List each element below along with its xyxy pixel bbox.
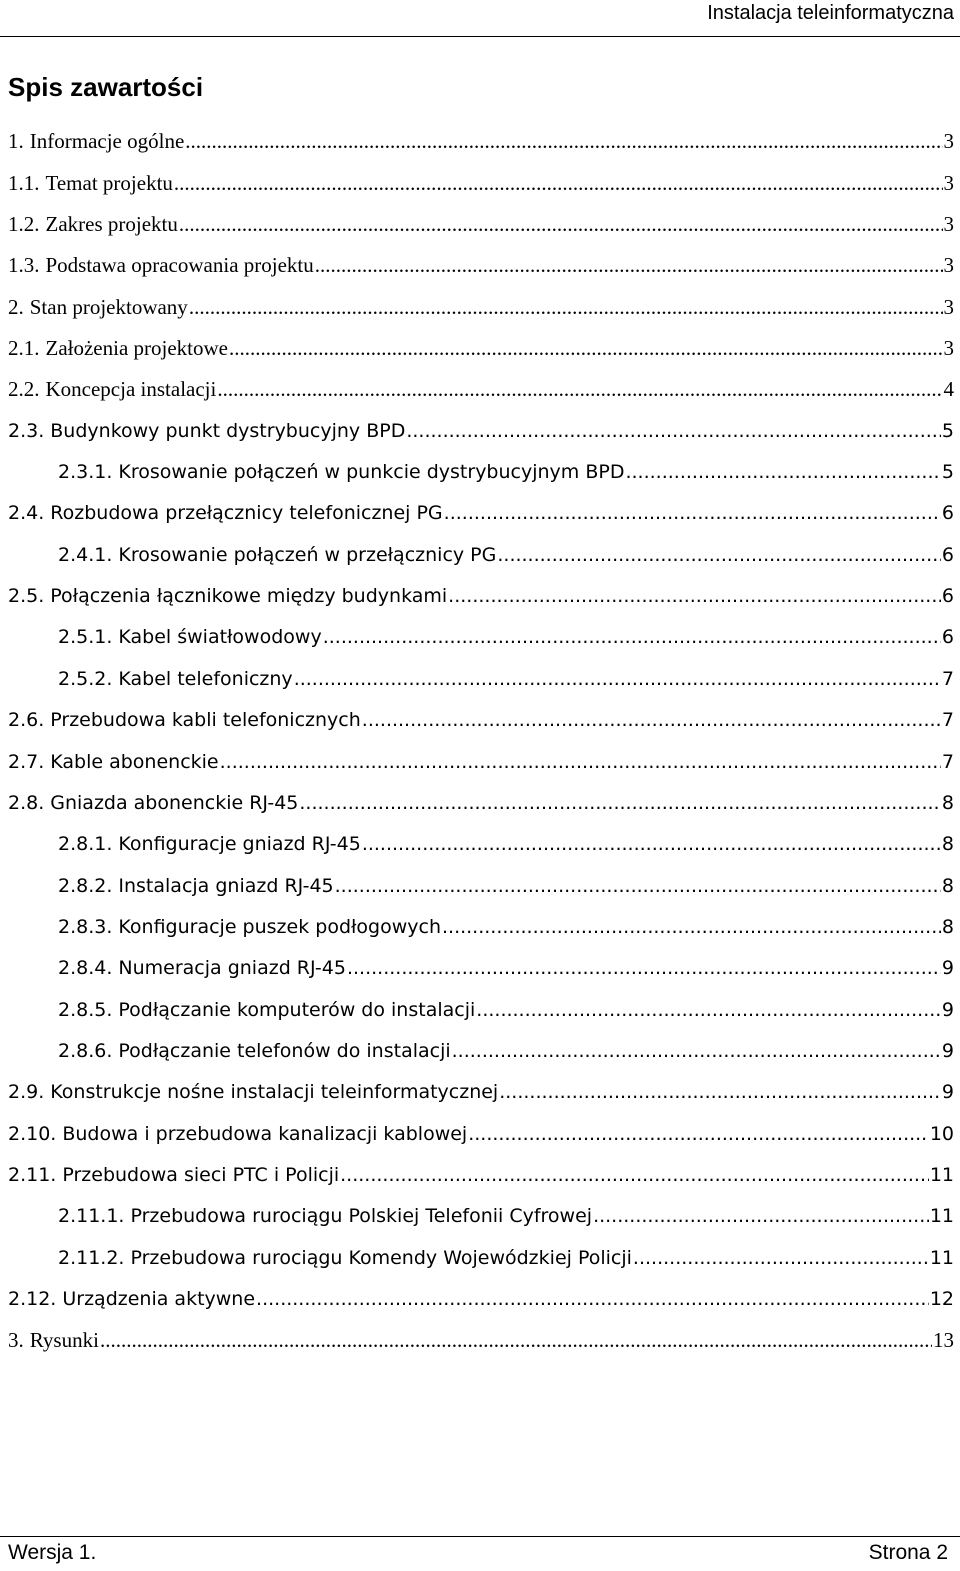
toc-entry-title: Konfiguracje gniazd RJ-45 — [118, 833, 361, 856]
toc-entry-title: Informacje ogólne — [29, 129, 185, 154]
toc-entry-page: 7 — [941, 667, 954, 690]
toc-entry-number: 2.1. — [8, 336, 40, 361]
toc-entry-title: Podłączanie telefonów do instalacji — [118, 1039, 451, 1062]
toc-entry[interactable] — [8, 236, 954, 277]
toc-entry-title: Koncepcja instalacji — [45, 377, 217, 402]
toc-entry[interactable] — [8, 360, 954, 401]
toc-entry[interactable] — [8, 401, 954, 442]
toc-entry-page: 8 — [941, 874, 954, 897]
toc-entry-title: Założenia projektowe — [45, 336, 228, 361]
toc-entry-number: 2.8.3. — [58, 915, 113, 938]
toc-entry[interactable] — [8, 1228, 954, 1269]
toc-dot-leader — [442, 915, 941, 939]
toc-entry-number: 2.3.1. — [58, 461, 113, 484]
toc-dot-leader — [174, 171, 943, 195]
toc-entry-page: 12 — [929, 1287, 954, 1310]
toc-entry[interactable] — [8, 1187, 954, 1228]
toc-entry-number: 2.8.6. — [58, 1039, 113, 1062]
toc-entry-title: Przebudowa kabli telefonicznych — [50, 709, 361, 732]
toc-entry-page: 4 — [943, 377, 954, 402]
toc-entry-number: 1.2. — [8, 212, 40, 237]
toc-entry-number: 2.2. — [8, 377, 40, 402]
toc-entry[interactable] — [8, 774, 954, 815]
toc-entry-page: 8 — [941, 833, 954, 856]
toc-entry-page: 7 — [941, 750, 954, 773]
toc-entry-title: Urządzenia aktywne — [62, 1287, 256, 1310]
toc-entry-number: 2.8.5. — [58, 998, 113, 1021]
toc-entry-title: Rozbudowa przełącznicy telefonicznej PG — [50, 502, 443, 525]
toc-entry-page: 3 — [943, 170, 954, 195]
toc-entry[interactable] — [8, 608, 954, 649]
toc-entry-title: Kabel telefoniczny — [118, 667, 293, 690]
toc-dot-leader — [256, 1287, 929, 1311]
toc-entry-page: 6 — [941, 626, 954, 649]
toc-entry[interactable] — [8, 112, 954, 153]
toc-entry-page: 9 — [941, 1081, 954, 1104]
footer-page-number: Strona 2 — [868, 1541, 948, 1564]
toc-dot-leader — [217, 377, 942, 401]
toc-entry[interactable] — [8, 525, 954, 566]
toc-entry-number: 2.4. — [8, 502, 45, 525]
toc-dot-leader — [448, 584, 941, 608]
toc-entry-page: 11 — [929, 1163, 954, 1186]
toc-entry[interactable] — [8, 195, 954, 236]
toc-dot-leader — [593, 1204, 929, 1228]
toc-entry-page: 6 — [941, 543, 954, 566]
toc-dot-leader — [625, 460, 940, 484]
toc-entry-number: 2.12. — [8, 1287, 57, 1310]
toc-entry-number: 2.10. — [8, 1122, 57, 1145]
toc-entry[interactable] — [8, 319, 954, 360]
toc-entry-number: 2.5. — [8, 585, 45, 608]
toc-dot-leader — [406, 419, 941, 443]
toc-entry-page: 3 — [943, 129, 954, 154]
toc-entry-page: 8 — [941, 915, 954, 938]
toc-dot-leader — [444, 501, 941, 525]
toc-entry-title: Kable abonenckie — [50, 750, 219, 773]
toc-entry-page: 8 — [941, 791, 954, 814]
toc-entry-page: 5 — [941, 419, 954, 442]
toc-entry-number: 2.11.1. — [58, 1205, 125, 1228]
toc-entry-page: 9 — [941, 1039, 954, 1062]
toc-entry-page: 9 — [941, 998, 954, 1021]
toc-entry-number: 1. — [8, 129, 24, 154]
toc-entry-page: 6 — [941, 502, 954, 525]
toc-entry[interactable] — [8, 443, 954, 484]
toc-entry[interactable] — [8, 1311, 954, 1352]
page-header-title: Instalacja teleinformatyczna — [707, 2, 954, 24]
toc-entry-number: 2.4.1. — [58, 543, 113, 566]
toc-entry-number: 2.3. — [8, 419, 45, 442]
toc-entry[interactable] — [8, 277, 954, 318]
toc-entry-number: 2.11.2. — [58, 1246, 125, 1269]
footer-version: Wersja 1. — [8, 1541, 97, 1564]
toc-dot-leader — [340, 1163, 929, 1187]
toc-entry-number: 2.6. — [8, 709, 45, 732]
toc-entry[interactable] — [8, 649, 954, 690]
toc-entry-title: Budynkowy punkt dystrybucyjny BPD — [50, 419, 406, 442]
toc-dot-leader — [497, 543, 941, 567]
toc-entry-title: Konfiguracje puszek podłogowych — [118, 915, 441, 938]
toc-entry-page: 9 — [941, 957, 954, 980]
toc-entry-page: 11 — [929, 1205, 954, 1228]
toc-entry-page: 3 — [943, 336, 954, 361]
toc-dot-leader — [189, 295, 943, 319]
toc-dot-leader — [315, 253, 943, 277]
toc-entry-number: 3. — [8, 1328, 24, 1353]
toc-entry[interactable] — [8, 856, 954, 897]
toc-entry-number: 2.5.2. — [58, 667, 113, 690]
toc-dot-leader — [323, 625, 941, 649]
toc-entry-number: 2. — [8, 294, 24, 319]
toc-entry-title: Numeracja gniazd RJ-45 — [118, 957, 346, 980]
toc-entry[interactable] — [8, 567, 954, 608]
toc-entry-title: Stan projektowany — [29, 294, 188, 319]
toc-entry-page: 3 — [943, 253, 954, 278]
toc-entry-number: 2.8.4. — [58, 957, 113, 980]
toc-entry[interactable] — [8, 815, 954, 856]
toc-entry-number: 2.5.1. — [58, 626, 113, 649]
header-divider — [0, 36, 960, 37]
toc-entry-title: Krosowanie połączeń w punkcie dystrybucyjnym BPD — [118, 461, 625, 484]
toc-entry-number: 2.7. — [8, 750, 45, 773]
toc-entry[interactable] — [8, 898, 954, 939]
toc-dot-leader — [499, 1080, 941, 1104]
toc-entry[interactable] — [8, 980, 954, 1021]
toc-entry-page: 5 — [941, 461, 954, 484]
toc-entry[interactable] — [8, 1270, 954, 1311]
toc-dot-leader — [452, 1039, 941, 1063]
toc-entry-title: Połączenia łącznikowe między budynkami — [50, 585, 448, 608]
toc-entry-title: Przebudowa rurociągu Polskiej Telefonii Cyfrowej — [130, 1205, 593, 1228]
toc-entry-title: Kabel światłowodowy — [118, 626, 322, 649]
toc-entry-number: 2.8.2. — [58, 874, 113, 897]
toc-entry-title: Zakres projektu — [45, 212, 178, 237]
toc-entry[interactable] — [8, 691, 954, 732]
toc-dot-leader — [179, 212, 943, 236]
toc-entry-title: Temat projektu — [45, 170, 173, 195]
toc-dot-leader — [476, 998, 941, 1022]
toc-entry-number: 2.9. — [8, 1081, 45, 1104]
toc-dot-leader — [294, 667, 941, 691]
toc-entry[interactable] — [8, 1063, 954, 1104]
toc-entry[interactable] — [8, 484, 954, 525]
toc-entry-title: Gniazda abonenckie RJ-45 — [50, 791, 299, 814]
toc-dot-leader — [100, 1328, 932, 1352]
toc-entry-title: Przebudowa rurociągu Komendy Wojewódzkiej Policji — [130, 1246, 632, 1269]
toc-dot-leader — [468, 1122, 929, 1146]
toc-dot-leader — [633, 1246, 929, 1270]
toc-dot-leader — [347, 956, 941, 980]
toc-entry-page: 3 — [943, 294, 954, 319]
toc-dot-leader — [362, 832, 941, 856]
toc-entry-number: 2.8.1. — [58, 833, 113, 856]
toc-entry-page: 13 — [933, 1328, 954, 1353]
toc-dot-leader — [362, 708, 941, 732]
toc-dot-leader — [335, 874, 941, 898]
toc-entry-title: Przebudowa sieci PTC i Policji — [62, 1163, 340, 1186]
toc-dot-leader — [299, 791, 941, 815]
toc-dot-leader — [220, 750, 941, 774]
toc-entry[interactable] — [8, 1104, 954, 1145]
toc-entry-title: Budowa i przebudowa kanalizacji kablowej — [62, 1122, 468, 1145]
toc-entry-number: 1.1. — [8, 170, 40, 195]
toc-entry-page: 11 — [929, 1246, 954, 1269]
footer-divider — [0, 1536, 960, 1537]
toc-list — [8, 112, 954, 1352]
toc-dot-leader — [229, 336, 943, 360]
toc-entry-title: Podłączanie komputerów do instalacji — [118, 998, 476, 1021]
toc-title: Spis zawartości — [8, 72, 204, 102]
toc-entry-page: 7 — [941, 709, 954, 732]
toc-entry[interactable] — [8, 1146, 954, 1187]
toc-entry[interactable] — [8, 732, 954, 773]
toc-dot-leader — [185, 129, 942, 153]
toc-entry-title: Instalacja gniazd RJ-45 — [118, 874, 334, 897]
toc-entry[interactable] — [8, 1022, 954, 1063]
toc-entry-title: Rysunki — [29, 1328, 99, 1353]
toc-entry-title: Podstawa opracowania projektu — [45, 253, 314, 278]
toc-entry-page: 6 — [941, 585, 954, 608]
toc-entry-title: Krosowanie połączeń w przełącznicy PG — [118, 543, 497, 566]
toc-entry-number: 2.8. — [8, 791, 45, 814]
toc-entry-page: 10 — [929, 1122, 954, 1145]
toc-entry-page: 3 — [943, 212, 954, 237]
toc-entry-number: 2.11. — [8, 1163, 57, 1186]
toc-entry-title: Konstrukcje nośne instalacji teleinformatycznej — [50, 1081, 499, 1104]
toc-entry-number: 1.3. — [8, 253, 40, 278]
toc-entry[interactable] — [8, 939, 954, 980]
toc-entry[interactable] — [8, 153, 954, 194]
